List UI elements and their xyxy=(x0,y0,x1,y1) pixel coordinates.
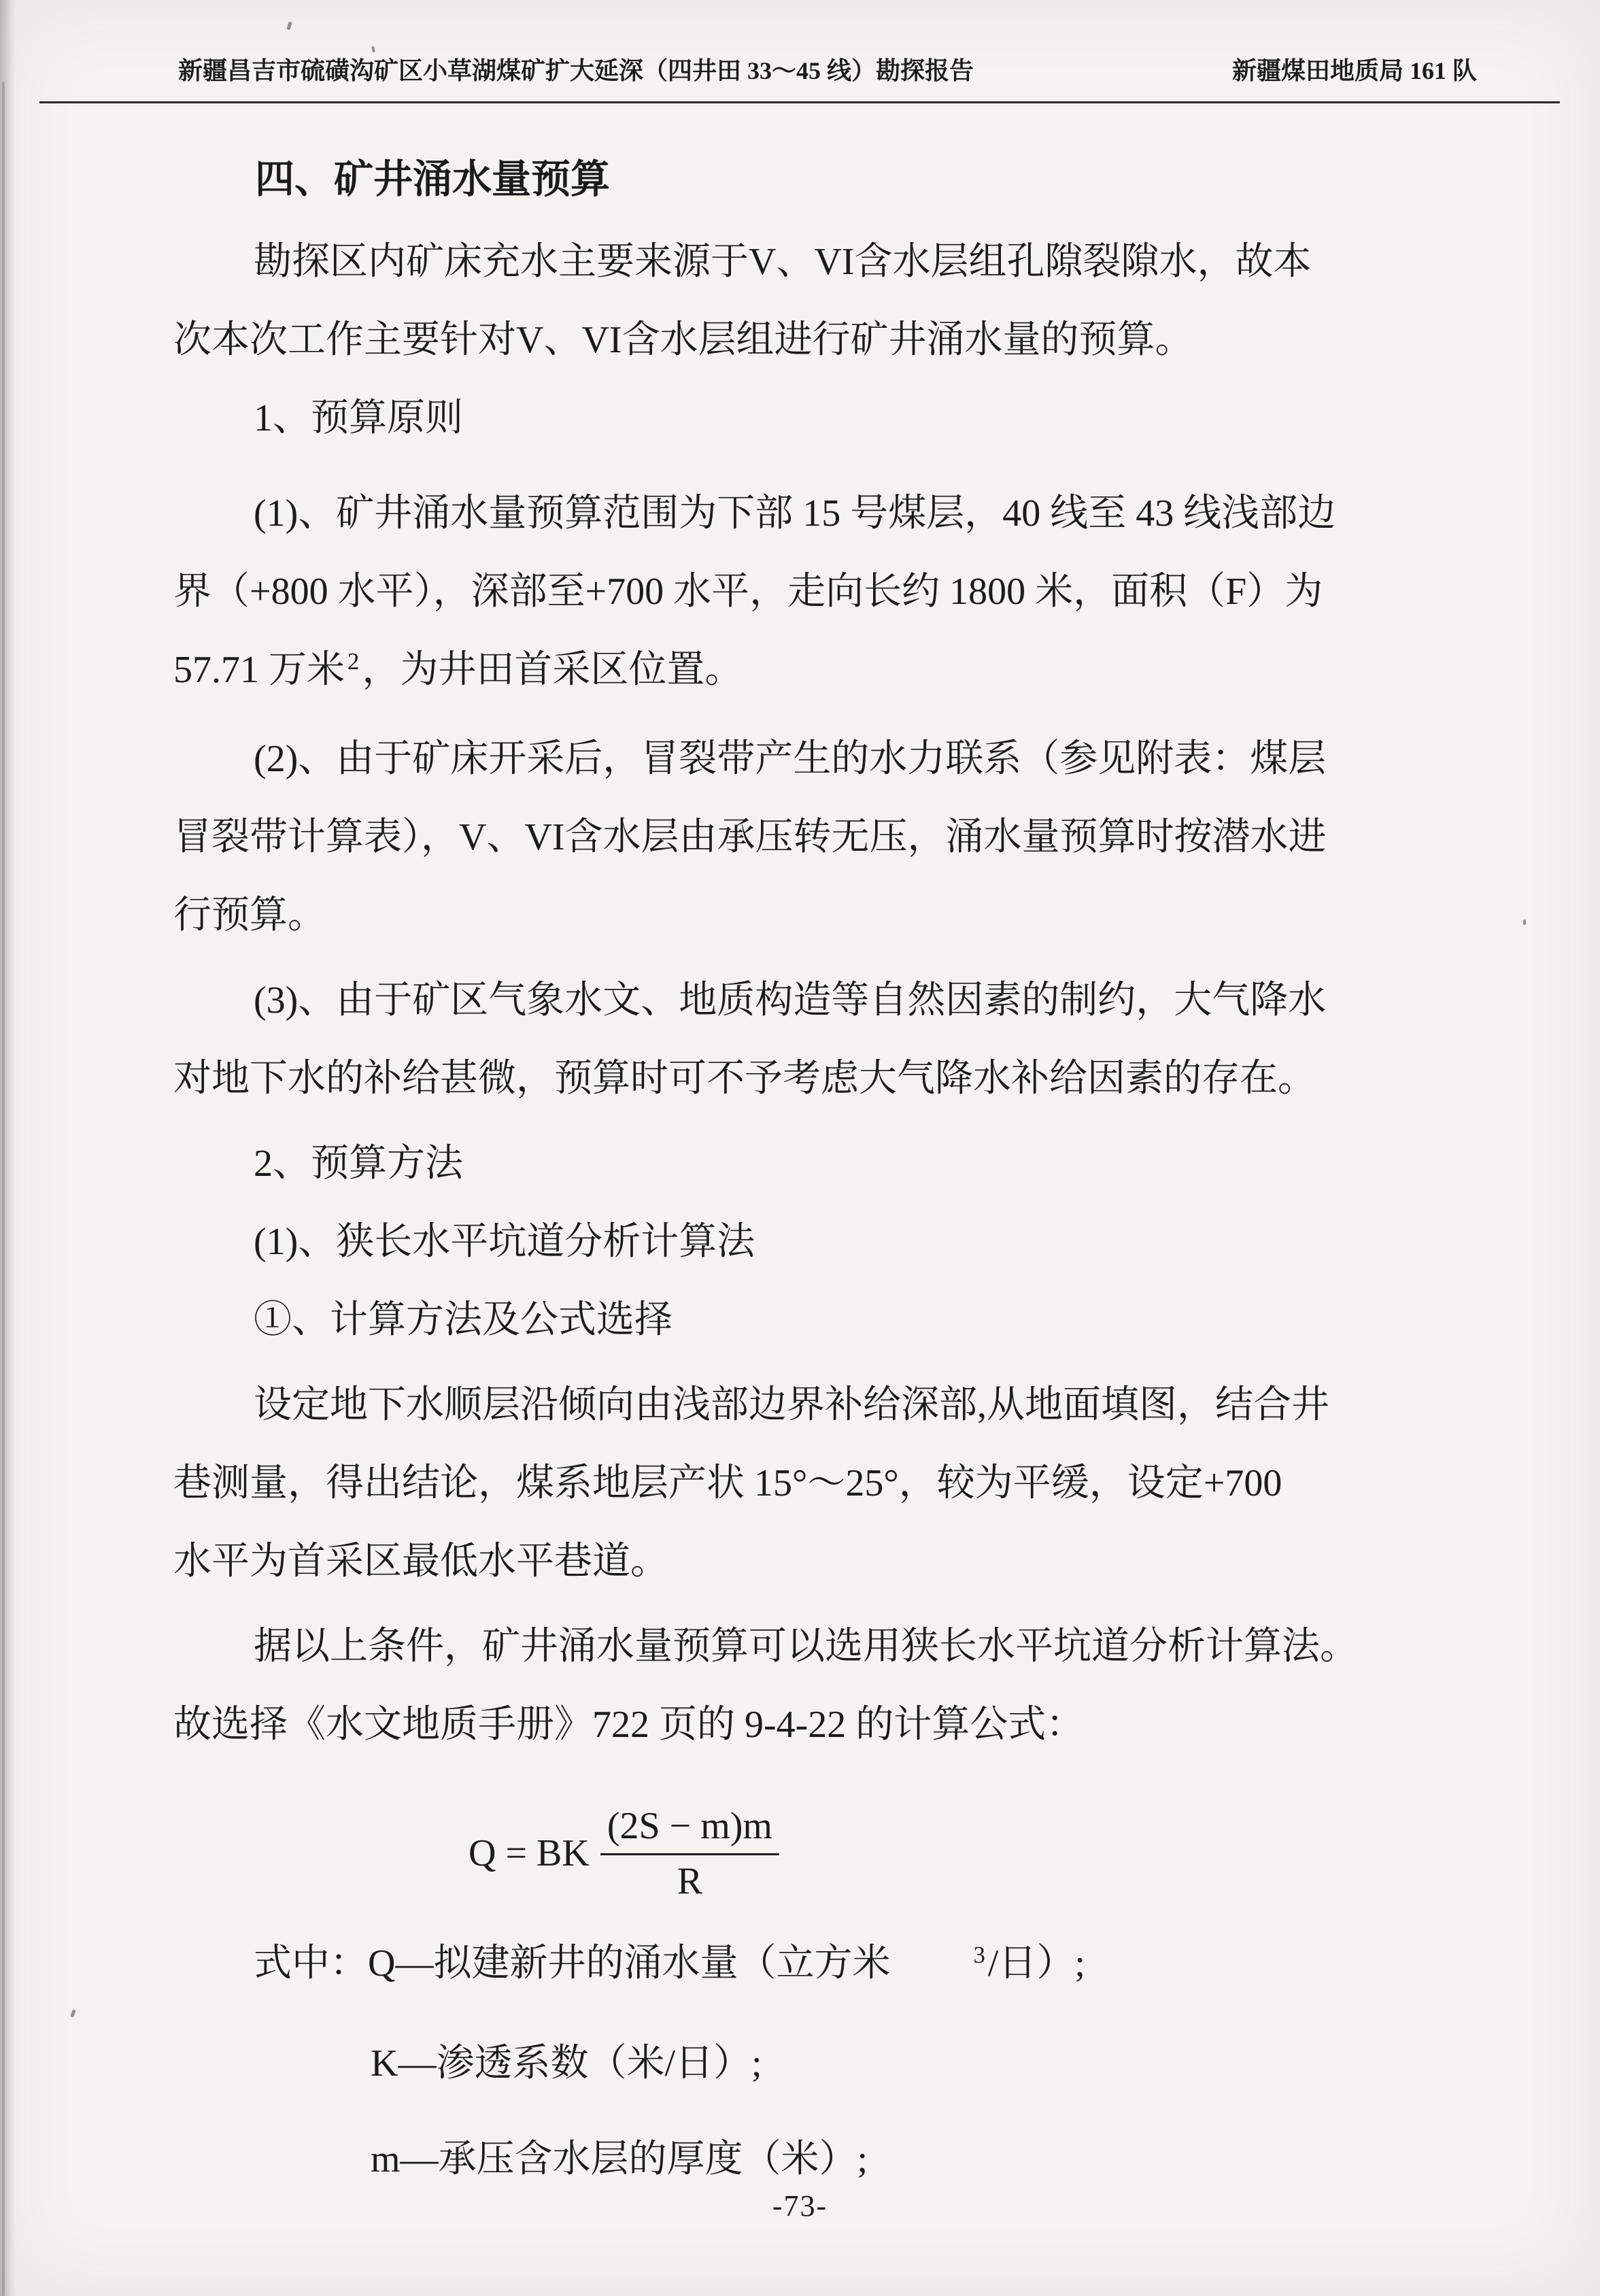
body-line: (2)、由于矿床开采后，冒裂带产生的水力联系（参见附表：煤层 xyxy=(254,738,1327,780)
subsection-heading: 1、预算原则 xyxy=(254,397,463,439)
page-number: -73- xyxy=(772,2189,828,2223)
formula-fraction xyxy=(600,1806,779,1902)
q-definition-unit: /日）; xyxy=(987,1942,1085,1985)
subsection-heading: (1)、狭长水平坑道分析计算法 xyxy=(254,1221,755,1263)
superscript-3: 3 xyxy=(973,1941,985,1968)
body-line: (3)、由于矿区气象水文、地质构造等自然因素的制约，大气降水 xyxy=(254,979,1327,1022)
scan-speck xyxy=(70,2009,75,2017)
formula-term-definition-k: K—渗透系数（米/日）; xyxy=(371,2042,762,2084)
header-rule xyxy=(39,101,1560,103)
body-line: 勘探区内矿床充水主要来源于V、VI含水层组孔隙裂隙水，故本 xyxy=(254,241,1312,283)
body-line-with-superscript xyxy=(173,631,1523,713)
body-line: 巷测量，得出结论，煤系地层产状 15°～25°，较为平缓，设定+700 xyxy=(173,1462,1282,1504)
area-text: ，为井田首采区位置。 xyxy=(362,649,743,691)
subsection-heading: 2、预算方法 xyxy=(254,1143,463,1185)
document-body xyxy=(173,136,1523,2199)
body-line: 据以上条件，矿井涌水量预算可以选用狭长水平坑道分析计算法。 xyxy=(254,1625,1358,1668)
body-line: 次本次工作主要针对V、VI含水层组进行矿井涌水量的预算。 xyxy=(173,319,1193,361)
body-line: 故选择《水文地质手册》722 页的 9-4-22 的计算公式： xyxy=(173,1704,1085,1746)
formula-term-definition-q xyxy=(173,1925,1523,2007)
scan-speck xyxy=(286,22,292,31)
formula-block xyxy=(469,1787,1523,1921)
formula-denominator: R xyxy=(677,1859,703,1902)
scan-speck xyxy=(1523,919,1526,925)
subsection-heading: ①、计算方法及公式选择 xyxy=(254,1299,673,1341)
body-line: (1)、矿井涌水量预算范围为下部 15 号煤层，40 线至 43 线浅部边 xyxy=(254,492,1336,535)
page-header xyxy=(178,52,1477,86)
body-line: 水平为首采区最低水平巷道。 xyxy=(173,1540,668,1583)
formula-numerator: (2S − m)m xyxy=(600,1806,779,1855)
body-line: 设定地下水顺层沿倾向由浅部边界补给深部,从地面填图，结合井 xyxy=(254,1384,1329,1426)
scan-edge-line xyxy=(2,82,5,2296)
body-line: 界（+800 水平），深部至+700 水平，走向长约 1800 米，面积（F）为 xyxy=(173,571,1323,613)
formula-lhs: Q = BK xyxy=(469,1832,590,1875)
body-line: 冒裂带计算表），V、VI含水层由承压转无压，涌水量预算时按潜水进 xyxy=(173,816,1327,858)
section-title: 四、矿井涌水量预算 xyxy=(255,157,611,201)
area-value: 57.71 万米 xyxy=(173,649,345,691)
body-line: 对地下水的补给甚微，预算时可不予考虑大气降水补给因素的存在。 xyxy=(173,1058,1316,1100)
superscript-2: 2 xyxy=(347,647,360,675)
q-definition-text: 式中：Q—拟建新井的涌水量（立方米 xyxy=(254,1942,891,1985)
header-report-title: 新疆昌吉市硫磺沟矿区小草湖煤矿扩大延深（四井田 33～45 线）勘探报告 xyxy=(178,57,974,84)
header-org-name: 新疆煤田地质局 161 队 xyxy=(1231,57,1477,84)
formula-term-definition-m: m—承压含水层的厚度（米）; xyxy=(371,2138,868,2180)
body-line: 行预算。 xyxy=(173,894,326,936)
